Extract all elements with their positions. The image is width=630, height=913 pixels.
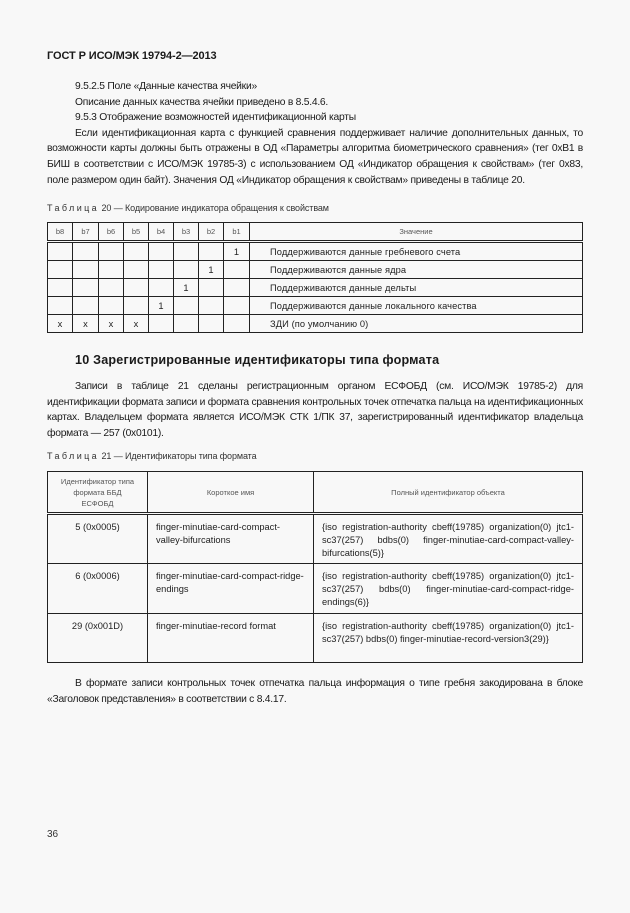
table-row (48, 514, 583, 564)
cell (48, 297, 73, 315)
table-21 (47, 471, 583, 663)
cell: 1 (149, 297, 174, 315)
table-row (48, 315, 583, 333)
table-header-row (48, 223, 583, 242)
closing-paragraph: В формате записи контрольных точек отпечатка пальца информация о типе гребня закодирована в блоке «Заголовок представления» в соответствии с 8.4.17. (47, 678, 583, 705)
header-full-object-id: Полный идентификатор объекта (314, 472, 583, 514)
table21-caption (47, 451, 257, 461)
cell: x (99, 315, 124, 333)
cell (199, 315, 224, 333)
cell (73, 297, 99, 315)
section-10-paragraph: Записи в таблице 21 сделаны регистрационным органом ЕСФОБД (см. ИСО/МЭК 19785-2) для идентификации формата записи и формата сравнения контрольных точек отпечатка пальца на идентификационных картах. Владельцем формата является ИСО/МЭК СТК 1/ПК 37, зарегистрированный идентификатор владельца формата — 257 (0x0101). (47, 381, 583, 439)
cell (224, 297, 250, 315)
short-name-cell: finger-minutiae-card-compact-ridge-endings (148, 564, 314, 613)
cell (124, 297, 149, 315)
cell (48, 261, 73, 279)
cell (224, 315, 250, 333)
cell (149, 242, 174, 261)
cell (124, 279, 149, 297)
caption-prefix: Таблица (47, 451, 100, 461)
cell: x (48, 315, 73, 333)
cell (48, 279, 73, 297)
table20-caption (47, 203, 329, 213)
clause-9-5-2-5-text: Описание данных качества ячейки приведено в 8.5.4.6. (75, 96, 329, 108)
value-cell: ЗДИ (по умолчанию 0) (250, 315, 583, 333)
header-format-type-id: Идентификатор типа формата ББД ЕСФОБД (48, 472, 148, 514)
format-id-cell: 5 (0x0005) (48, 514, 148, 564)
table-row (48, 261, 583, 279)
table-row (48, 613, 583, 662)
cell (99, 297, 124, 315)
caption-text: 20 — Кодирование индикатора обращения к свойствам (99, 203, 329, 213)
page-number: 36 (47, 829, 59, 840)
header-b8: b8 (48, 223, 73, 242)
cell (199, 242, 224, 261)
cell (73, 242, 99, 261)
section-10-heading: 10 Зарегистрированные идентификаторы типа формата (75, 353, 440, 367)
clause-9-5-2-5-title: 9.5.2.5 Поле «Данные качества ячейки» (75, 81, 257, 92)
cell (224, 279, 250, 297)
cell (149, 315, 174, 333)
format-id-cell: 29 (0x001D) (48, 613, 148, 662)
object-id-cell: {iso registration-authority cbeff(19785) organization(0) jtc1-sc37(257) bdbs(0) finger-minutiae-card-compact-valley-bifurcations(5)} (314, 514, 583, 564)
short-name-cell: finger-minutiae-record format (148, 613, 314, 662)
header-value: Значение (250, 223, 583, 242)
cell: 1 (174, 279, 199, 297)
table-20 (47, 222, 583, 333)
value-cell: Поддерживаются данные дельты (250, 279, 583, 297)
cell (174, 261, 199, 279)
intro-block (47, 79, 583, 188)
cell (124, 242, 149, 261)
cell (73, 279, 99, 297)
header-b4: b4 (149, 223, 174, 242)
format-id-cell: 6 (0x0006) (48, 564, 148, 613)
cell (73, 261, 99, 279)
cell (149, 279, 174, 297)
clause-9-5-3-paragraph: Если идентификационная карта с функцией сравнения поддерживает наличие дополнительных данных, то возможности карты должны быть отражены в ОД «Параметры алгоритма биометрического сравнения» (тег 0xB1 в БИШ в соответствии с ИСО/МЭК 19785-3) с использованием ОД «Индикатор обращения к свойствам» (тег 0x83, поле размером один байт). Значения ОД «Индикатор обращения к свойствам» приведены в таблице 20. (47, 127, 583, 186)
header-b2: b2 (199, 223, 224, 242)
header-short-name: Короткое имя (148, 472, 314, 514)
cell (174, 297, 199, 315)
short-name-cell: finger-minutiae-card-compact-valley-bifurcations (148, 514, 314, 564)
header-b3: b3 (174, 223, 199, 242)
cell (199, 279, 224, 297)
table-row (48, 242, 583, 261)
caption-prefix: Таблица (47, 203, 100, 213)
cell (174, 315, 199, 333)
header-b1: b1 (224, 223, 250, 242)
cell (48, 242, 73, 261)
cell: 1 (199, 261, 224, 279)
cell (149, 261, 174, 279)
clause-9-5-3-title: 9.5.3 Отображение возможностей идентификационной карты (75, 112, 356, 124)
table-header-row (48, 472, 583, 514)
cell: x (73, 315, 99, 333)
header-b6: b6 (99, 223, 124, 242)
header-b5: b5 (124, 223, 149, 242)
cell: 1 (224, 242, 250, 261)
table-row (48, 297, 583, 315)
value-cell: Поддерживаются данные локального качества (250, 297, 583, 315)
value-cell: Поддерживаются данные ядра (250, 261, 583, 279)
table-row (48, 279, 583, 297)
header-b7: b7 (73, 223, 99, 242)
object-id-cell: {iso registration-authority cbeff(19785) organization(0) jtc1-sc37(257) bdbs(0) finger-minutiae-card-compact-ridge-endings(6)} (314, 564, 583, 613)
document-header: ГОСТ Р ИСО/МЭК 19794-2—2013 (47, 50, 217, 62)
cell (124, 261, 149, 279)
cell (99, 242, 124, 261)
cell (224, 261, 250, 279)
value-cell: Поддерживаются данные гребневого счета (250, 242, 583, 261)
cell (174, 242, 199, 261)
cell (99, 279, 124, 297)
cell (99, 261, 124, 279)
cell (199, 297, 224, 315)
cell: x (124, 315, 149, 333)
object-id-cell: {iso registration-authority cbeff(19785) organization(0) jtc1-sc37(257) bdbs(0) finger-minutiae-record-version3(29)} (314, 613, 583, 662)
table-row (48, 564, 583, 613)
caption-text: 21 — Идентификаторы типа формата (99, 451, 257, 461)
